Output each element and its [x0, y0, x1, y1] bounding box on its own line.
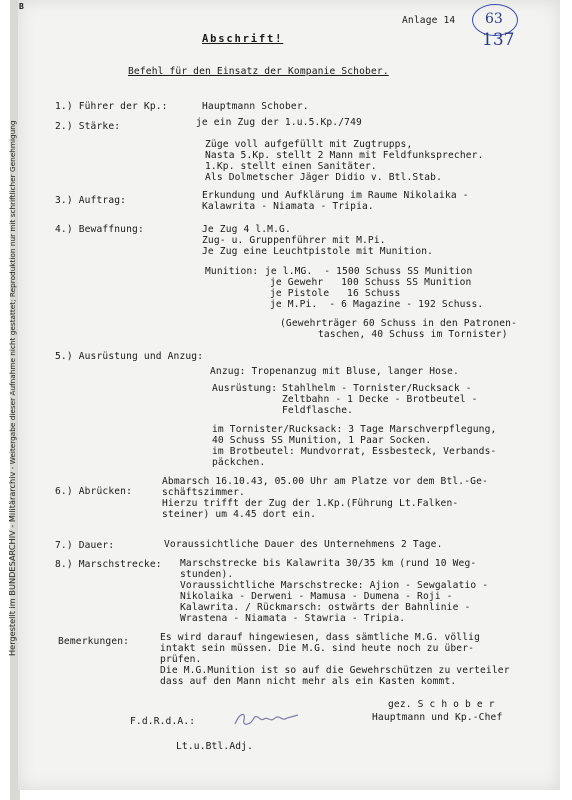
section-5-line: im Tornister/Rucksack: 3 Tage Marschverpflegung,	[212, 424, 497, 435]
remarks-line: prüfen.	[160, 654, 202, 665]
remarks-line: Die M.G.Munition ist so auf die Gewehrschützen zu verteiler	[160, 665, 510, 676]
ausruestung-label: Ausrüstung:	[212, 383, 278, 394]
section-2-line: Als Dolmetscher Jäger Didio v. Btl.Stab.	[205, 172, 443, 183]
section-6-line: Abmarsch 16.10.43, 05.00 Uhr am Platze vor dem Btl.-Ge-	[162, 476, 488, 487]
munition-note: (Gewehrträger 60 Schuss in den Patronen-	[280, 318, 518, 329]
section-7-line: Voraussichtliche Dauer des Unternehmens 2 Tage.	[164, 539, 443, 550]
document-title: Abschrift!	[202, 33, 284, 45]
remarks-label: Bemerkungen:	[58, 636, 130, 647]
section-4-line: Je Zug eine Leuchtpistole mit Munition.	[202, 246, 434, 257]
archive-stamp: Hergestellt im BUNDESARCHIV - Militärarchiv - Weitergabe dieser Aufnahme nicht gestattet; Reproduktion nur mit schriftlicher Genehmigung	[7, 120, 17, 656]
section-8-line: Kalawrita. / Rückmarsch: ostwärts der Bahnlinie -	[180, 602, 471, 613]
handwritten-signature	[232, 706, 302, 732]
adjutant-title: Lt.u.Btl.Adj.	[176, 741, 254, 752]
section-1-text: Hauptmann Schober.	[202, 101, 309, 112]
section-8-line: stunden).	[180, 569, 234, 580]
munition-line: je l.MG. - 1500 Schuss SS Munition	[265, 266, 473, 277]
munition-label: Munition:	[205, 266, 259, 277]
section-5-label: 5.) Ausrüstung und Anzug:	[55, 351, 204, 362]
section-2-line: Nasta 5.Kp. stellt 2 Mann mit Feldfunksprecher.	[205, 150, 484, 161]
section-6-line: Hierzu trifft der Zug der 1.Kp.(Führung Lt.Falken-	[162, 498, 459, 509]
handwritten-page-number: 137	[482, 30, 515, 50]
circled-page-number: 63	[472, 4, 518, 36]
section-3-label: 3.) Auftrag:	[55, 195, 127, 206]
section-8-line: Nikolaika - Derweni - Mamusa - Dumena - Roji -	[180, 591, 453, 602]
section-8-line: Voraussichtliche Marschstrecke: Ajion - Sewgalatio -	[180, 580, 489, 591]
ausruestung-line: Stahlhelm - Tornister/Rucksack -	[282, 383, 472, 394]
section-1-label: 1.) Führer der Kp.:	[55, 101, 168, 112]
munition-line: je M.Pi. - 6 Magazine - 192 Schuss.	[270, 299, 484, 310]
certification-label: F.d.R.d.A.:	[130, 716, 196, 727]
remarks-line: Es wird darauf hingewiesen, dass sämtliche M.G. völlig	[160, 632, 480, 643]
signature-name: gez. S c h o b e r	[388, 699, 495, 710]
ausruestung-line: Feldflasche.	[282, 405, 354, 416]
section-2-line: Züge voll aufgefüllt mit Zugtrupps,	[205, 139, 413, 150]
section-7-label: 7.) Dauer:	[55, 540, 115, 551]
ausruestung-line: Zeltbahn - 1 Decke - Brotbeutel -	[282, 394, 478, 405]
section-3-line: Kalawrita - Niamata - Tripia.	[202, 201, 374, 212]
section-6-line: steiner) um 4.45 dort ein.	[162, 509, 317, 520]
remarks-line: dass auf den Mann nicht mehr als ein Kasten kommt.	[160, 676, 457, 687]
section-6-line: schäftszimmer.	[162, 487, 245, 498]
munition-line: je Pistole 16 Schuss	[270, 288, 401, 299]
munition-note: taschen, 40 Schuss im Tornister)	[318, 329, 508, 340]
section-8-line: Wrastena - Niamata - Stawria - Tripia.	[180, 613, 406, 624]
munition-line: je Gewehr 100 Schuss SS Munition	[270, 277, 472, 288]
section-5-line: im Brotbeutel: Mundvorrat, Essbesteck, Verbands-	[212, 446, 497, 457]
section-4-label: 4.) Bewaffnung:	[55, 224, 144, 235]
section-8-line: Marschstrecke bis Kalawrita 30/35 km (rund 10 Weg-	[180, 558, 477, 569]
annex-label: Anlage 14	[402, 15, 456, 26]
corner-mark: B	[19, 2, 24, 11]
signature-rank: Hauptmann und Kp.-Chef	[372, 712, 503, 723]
section-5-line: 40 Schuss SS Munition, 1 Paar Socken.	[212, 435, 432, 446]
section-8-label: 8.) Marschstrecke:	[55, 559, 162, 570]
section-2-line: 1.Kp. stellt einen Sanitäter.	[205, 161, 377, 172]
section-2-label: 2.) Stärke:	[55, 121, 121, 132]
document-subject: Befehl für den Einsatz der Kompanie Schober.	[128, 66, 389, 77]
section-2-line: je ein Zug der 1.u.5.Kp./749	[196, 117, 362, 128]
anzug-line: Anzug: Tropenanzug mit Bluse, langer Hose.	[210, 366, 459, 377]
section-4-line: Zug- u. Gruppenführer mit M.Pi.	[202, 235, 386, 246]
section-5-line: päckchen.	[212, 457, 266, 468]
section-4-line: Je Zug 4 l.M.G.	[202, 224, 291, 235]
section-6-label: 6.) Abrücken:	[55, 486, 133, 497]
remarks-line: intakt sein müssen. Die M.G. sind heute noch zu über-	[160, 643, 475, 654]
section-3-line: Erkundung und Aufklärung im Raume Nikolaika -	[202, 190, 469, 201]
